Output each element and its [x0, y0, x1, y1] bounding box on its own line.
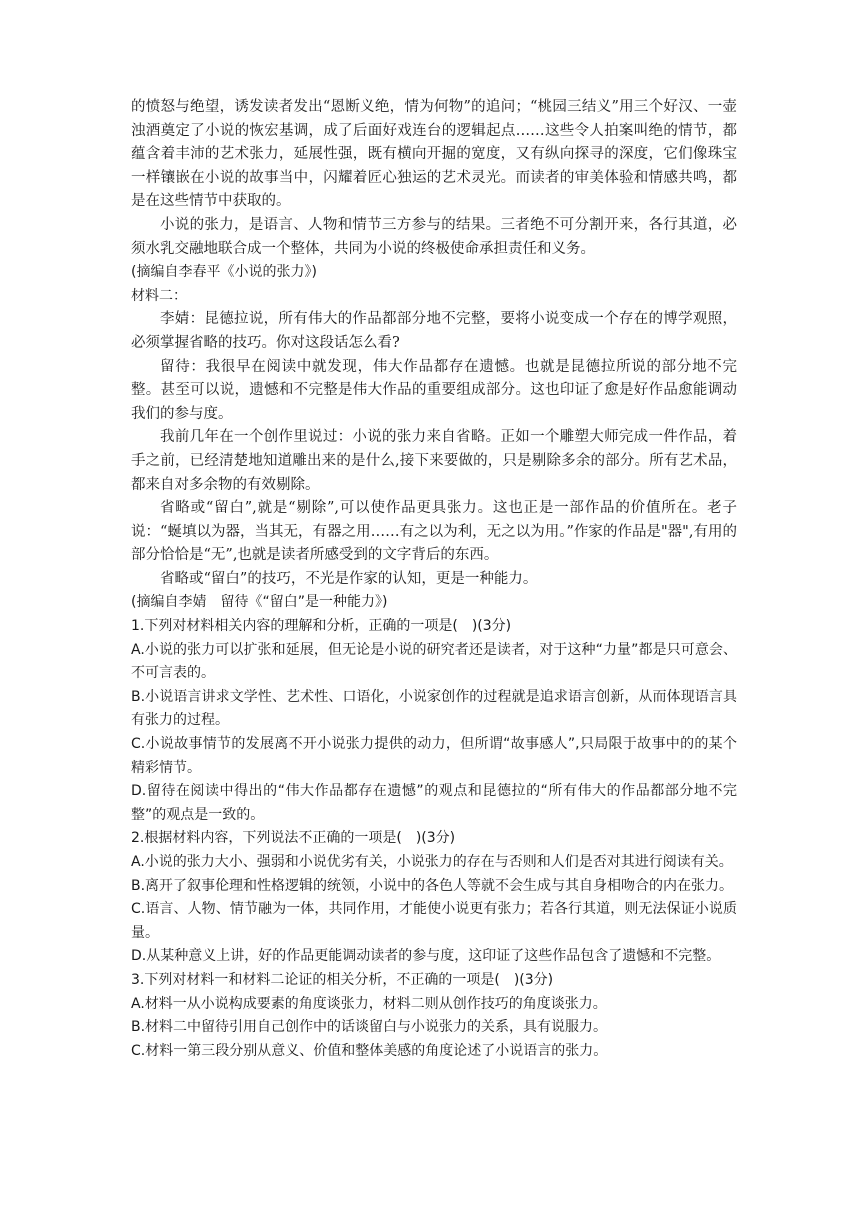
question-stem: 3.下列对材料一和材料二论证的相关分析，不正确的一项是( )(3分)	[131, 971, 554, 988]
material-label: 材料二：	[131, 287, 187, 304]
paragraph: 留待：我很早在阅读中就发现，伟大作品都存在遗憾。也就是昆德拉所说的部分地不完整。甚至可以说，遗憾和不完整是伟大作品的重要组成部分。这也印证了愈是好作品愈能调动我们的参与度。	[131, 358, 737, 422]
paragraph: 的愤怒与绝望，诱发读者发出“恩断义绝，情为何物”的追问；“桃园三结义”用三个好汉、一壶浊酒奠定了小说的恢宏基调，成了后面好戏连台的逻辑起点……这些令人拍案叫绝的情节，都蕴含着丰沛的艺术张力，延展性强，既有横向开掘的宽度，又有纵向探寻的深度，它们像珠宝一样镶嵌在小说的故事当中，闪耀着匠心独运的艺术灵光。而读者的审美体验和情感共鸣，都是在这些情节中获取的。	[131, 99, 737, 210]
question-1	[131, 615, 737, 827]
option-c: C.语言、人物、情节融为一体，共同作用，才能使小说更有张力；若各行其道，则无法保证小说质量。	[131, 901, 737, 941]
option-b: B.材料二中留待引用自己创作中的话谈留白与小说张力的关系，具有说服力。	[131, 1019, 608, 1036]
option-b: B.离开了叙事伦理和性格逻辑的统领，小说中的各色人等就不会生成与其自身相吻合的内在张力。	[131, 877, 734, 894]
exam-page	[131, 96, 737, 1063]
option-a: A.小说的张力大小、强弱和小说优劣有关，小说张力的存在与否则和人们是否对其进行阅读有关。	[131, 854, 733, 870]
source-citation: (摘编自李婧 留待《“留白”是一种能力》)	[131, 594, 388, 611]
option-c: C.小说故事情节的发展离不开小说张力提供的动力，但所谓“故事感人”,只局限于故事中的的某个精彩情节。	[131, 736, 737, 776]
question-stem: 1.下列对材料相关内容的理解和分析，正确的一项是( )(3分)	[131, 618, 512, 635]
paragraph: 小说的张力，是语言、人物和情节三方参与的结果。三者绝不可分割开来，各行其道，必须水乳交融地联合成一个整体，共同为小说的终极使命承担责任和义务。	[131, 216, 737, 257]
question-3	[131, 969, 737, 1063]
source-citation: (摘编自李春平《小说的张力》)	[131, 264, 317, 281]
option-d: D.从某种意义上讲，好的作品更能调动读者的参与度，这印证了这些作品包含了遗憾和不完整。	[131, 948, 721, 965]
paragraph: 省略或“留白”的技巧，不光是作家的认知，更是一种能力。	[160, 570, 538, 587]
paragraph: 我前几年在一个创作里说过：小说的张力来自省略。正如一个雕塑大师完成一件作品，着手之前，已经清楚地知道雕出来的是什么,接下来要做的，只是剔除多余的部分。所有艺术品，都来自对多余物的有效剔除。	[131, 429, 737, 493]
option-c: C.材料一第三段分别从意义、价值和整体美感的角度论述了小说语言的张力。	[131, 1042, 608, 1059]
question-2	[131, 827, 737, 969]
paragraph: 李婧：昆德拉说，所有伟大的作品都部分地不完整，要将小说变成一个存在的博学观照，必须掌握省略的技巧。你对这段话怎么看?	[131, 311, 737, 351]
paragraph: 省略或“留白”,就是“剔除”,可以使作品更具张力。这也正是一部作品的价值所在。老子说：“蜒填以为器，当其无，有器之用……有之以为利，无之以为用。”作家的作品是"器",有用的部分恰恰是“无”,也就是读者所感受到的文字背后的东西。	[131, 500, 737, 564]
option-b: B.小说语言讲求文学性、艺术性、口语化，小说家创作的过程就是追求语言创新，从而体现语言具有张力的过程。	[131, 688, 737, 729]
option-a: A.小说的张力可以扩张和延展，但无论是小说的研究者还是读者，对于这种“力量”都是只可意会、不可言表的。	[131, 641, 737, 682]
option-d: D.留待在阅读中得出的“伟大作品都存在遗憾”的观点和昆德拉的“所有伟大的作品都部分地不完整”的观点是一致的。	[131, 783, 737, 823]
option-a: A.材料一从小说构成要素的角度谈张力，材料二则从创作技巧的角度谈张力。	[131, 995, 607, 1012]
question-stem: 2.根据材料内容，下列说法不正确的一项是( )(3分)	[131, 830, 456, 847]
